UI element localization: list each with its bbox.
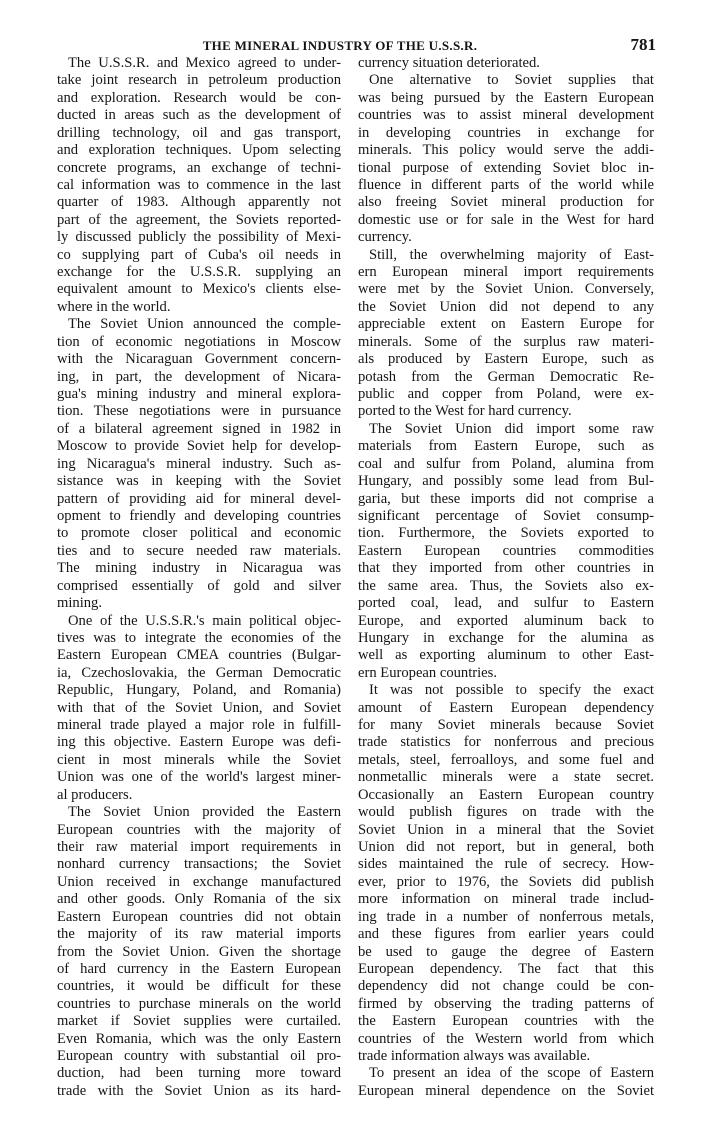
text-line: Still, the overwhelming majority of East-: [369, 246, 654, 263]
text-line: co supplying part of Cuba's oil needs in: [57, 246, 341, 263]
header-title: THE MINERAL INDUSTRY OF THE U.S.S.R.: [202, 38, 478, 53]
text-line: potash from the German Democratic Re-: [358, 368, 654, 385]
text-line: appreciable extent on Eastern Europe for: [358, 316, 654, 333]
text-line: ever, prior to 1976, the Soviets did publish: [358, 873, 654, 890]
text-line: firmed by observing the trading patterns of: [358, 995, 654, 1012]
text-line: of a bilateral agreement signed in 1982 in: [57, 420, 341, 437]
text-line: To present an idea of the scope of Eastern: [369, 1065, 654, 1082]
text-line: the majority of its raw material imports: [57, 926, 341, 943]
text-line: Union was one of the world's largest miner-: [57, 769, 341, 786]
text-line: Union received in exchange manufactured: [57, 873, 341, 890]
text-line: also freeing Soviet mineral production for: [358, 194, 654, 211]
text-line: trade information always was available.: [358, 1048, 591, 1065]
text-line: Hungary, and possibly some lead from Bul-: [358, 473, 654, 490]
text-line: currency.: [358, 229, 412, 246]
text-line: The mining industry in Nicaragua was: [57, 560, 341, 577]
text-line: in developing countries in exchange for: [358, 124, 654, 141]
text-line: the Soviet Union did not depend to any: [358, 298, 654, 315]
paragraph: [358, 421, 654, 682]
text-line: materials from Eastern Europe, such as: [358, 438, 654, 455]
text-line: be used to gauge the degree of Eastern: [358, 943, 654, 960]
text-line: tional purpose of extending Soviet bloc in-: [358, 159, 654, 176]
text-line: ing, in part, the development of Nicara-: [57, 368, 341, 385]
paragraph: [57, 804, 341, 1100]
text-line: European country with substantial oil pro-: [57, 1048, 341, 1065]
paragraph: [358, 1065, 654, 1100]
text-line: ported to the West for hard currency.: [358, 403, 572, 420]
text-line: cal information was to commence in the last: [57, 176, 341, 193]
text-line: Hungary in exchange for the alumina as: [358, 629, 654, 646]
text-line: minerals. Some of the surplus raw materi-: [358, 333, 654, 350]
text-line: public and copper from Poland, were ex-: [358, 386, 654, 403]
text-line: with the Nicaraguan Government concern-: [57, 351, 341, 368]
text-line: It was not possible to specify the exact: [369, 682, 654, 699]
text-line: significant percentage of Soviet consump-: [358, 507, 654, 524]
paragraph: [358, 247, 654, 421]
text-line: European mineral dependence on the Soviet: [358, 1082, 654, 1099]
text-line: where in the world.: [57, 298, 171, 315]
text-line: The Soviet Union announced the comple-: [68, 316, 341, 333]
text-line: currency situation deteriorated.: [358, 55, 540, 71]
text-line: the Eastern European countries with the: [358, 1013, 654, 1030]
text-line: fluence in different parts of the world while: [358, 176, 654, 193]
text-line: tion of economic negotiations in Moscow: [57, 333, 341, 350]
text-line: mineral trade played a major role in fulfill-: [57, 717, 341, 734]
text-line: exchange for the U.S.S.R. supplying an: [57, 264, 341, 281]
text-line: was being pursued by the Eastern European: [358, 89, 654, 106]
paragraph: [358, 55, 654, 72]
text-line: Eastern European countries did not obtain: [57, 908, 341, 925]
text-line: nonhard currency transactions; the Soviet: [57, 856, 341, 873]
text-line: Occasionally an Eastern European country: [358, 786, 654, 803]
text-line: Soviet Union in a mineral that the Soviet: [358, 821, 654, 838]
text-line: Union did not report, but in general, both: [358, 838, 654, 855]
text-line: their raw material import requirements in: [57, 838, 341, 855]
text-line: cient in most minerals while the Soviet: [57, 751, 341, 768]
text-line: One alternative to Soviet supplies that: [369, 72, 654, 89]
text-line: ly discussed publicly the possibility of Mexi-: [57, 229, 341, 246]
text-line: amount of Eastern European dependency: [358, 699, 654, 716]
text-line: pattern of providing aid for mineral devel-: [57, 490, 341, 507]
text-line: and exploration techniques. Upom selecting: [57, 142, 341, 159]
text-line: Europe, and exported aluminum back to: [358, 612, 654, 629]
text-line: were met by the Soviet Union. Conversely,: [358, 281, 654, 298]
text-line: comprised essentially of gold and silver: [57, 577, 341, 594]
text-line: ing Nicaragua's mineral industry. Such as-: [57, 455, 341, 472]
text-line: countries of the Western world from which: [358, 1030, 654, 1047]
text-line: metals, steel, ferroalloys, and some fuel and: [358, 751, 654, 768]
text-line: dependency did not change could be con-: [358, 978, 654, 995]
text-line: Moscow to provide Soviet help for develop-: [57, 438, 341, 455]
text-line: of hard currency in the Eastern European: [57, 960, 341, 977]
text-line: Eastern European CMEA countries (Bulgar-: [57, 647, 341, 664]
text-line: ducted in areas such as the development of: [57, 107, 341, 124]
text-line: tives was to integrate the economies of the: [57, 629, 341, 646]
text-line: gua's mining industry and mineral explora-: [57, 386, 341, 403]
text-line: and other goods. Only Romania of the six: [57, 891, 341, 908]
text-line: coal and sulfur from Poland, alumina from: [358, 455, 654, 472]
text-line: European countries with the majority of: [57, 821, 341, 838]
text-line: domestic use or for sale in the West for hard: [358, 211, 654, 228]
text-line: more information on mineral trade includ-: [358, 891, 654, 908]
text-line: The Soviet Union did import some raw: [369, 420, 654, 437]
text-line: Even Romania, which was the only Eastern: [57, 1030, 341, 1047]
page-number: 781: [630, 35, 656, 54]
text-line: sistance was in keeping with the Soviet: [57, 473, 341, 490]
text-line: market if Soviet supplies were curtailed.: [57, 1013, 341, 1030]
text-line: and these figures from earlier years could: [358, 926, 654, 943]
text-line: well as exporting aluminum to other East-: [358, 647, 654, 664]
text-line: nonmetallic minerals were a state secret.: [358, 769, 654, 786]
text-line: ern European mineral import requirements: [358, 264, 654, 281]
text-line: part of the agreement, the Soviets reported-: [57, 211, 341, 228]
text-line: opment to friendly and developing countries: [57, 507, 341, 524]
text-line: sides maintained the rule of secrecy. How-: [358, 856, 654, 873]
paragraph: [57, 613, 341, 805]
text-column-left: [57, 55, 341, 1100]
text-line: Eastern European countries commodities: [358, 542, 654, 559]
text-line: to promote closer political and economic: [57, 525, 341, 542]
text-line: duction, had been turning more toward: [57, 1065, 341, 1082]
text-line: minerals. This policy would serve the addi-: [358, 142, 654, 159]
text-line: Republic, Hungary, Poland, and Romania): [57, 682, 341, 699]
text-line: concrete programs, an exchange of techni-: [57, 159, 341, 176]
paragraph: [358, 72, 654, 246]
text-line: ported coal, lead, and sulfur to Eastern: [358, 595, 654, 612]
text-line: equivalent amount to Mexico's clients else-: [57, 281, 341, 298]
text-line: take joint research in petroleum production: [57, 72, 341, 89]
paragraph: [358, 682, 654, 1065]
text-line: with that of the Soviet Union, and Soviet: [57, 699, 341, 716]
text-line: from the Soviet Union. Given the shortage: [57, 943, 341, 960]
text-line: tion. These negotiations were in pursuance: [57, 403, 341, 420]
text-line: The U.S.S.R. and Mexico agreed to under-: [68, 55, 341, 71]
text-line: ia, Czechoslovakia, the German Democratic: [57, 664, 341, 681]
text-line: for many Soviet minerals because Soviet: [358, 717, 654, 734]
text-line: ties and to secure needed raw materials.: [57, 542, 341, 559]
text-line: countries, it would be difficult for these: [57, 978, 341, 995]
text-line: tion. Furthermore, the Soviets exported to: [358, 525, 654, 542]
text-line: One of the U.S.S.R.'s main political objec-: [68, 612, 341, 629]
text-line: drilling technology, oil and gas transport,: [57, 124, 341, 141]
text-line: European dependency. The fact that this: [358, 960, 654, 977]
paragraph: [57, 55, 341, 316]
text-line: countries was to assist mineral development: [358, 107, 654, 124]
text-line: ing this objective. Eastern Europe was defi-: [57, 734, 341, 751]
text-line: mining.: [57, 595, 102, 612]
text-line: ern European countries.: [358, 664, 497, 681]
text-line: al producers.: [57, 786, 133, 803]
paragraph: [57, 316, 341, 612]
text-line: trade statistics for nonferrous and precious: [358, 734, 654, 751]
text-line: would publish figures on trade with the: [358, 804, 654, 821]
text-line: trade with the Soviet Union as its hard-: [57, 1082, 341, 1099]
text-line: ing trade in a number of nonferrous metals,: [358, 908, 654, 925]
text-line: the same area. Thus, the Soviets also ex-: [358, 577, 654, 594]
text-line: als produced by Eastern Europe, such as: [358, 351, 654, 368]
text-line: quarter of 1983. Although apparently not: [57, 194, 341, 211]
text-column-right: [358, 55, 654, 1100]
text-line: that they imported from other countries in: [358, 560, 654, 577]
text-line: countries to purchase minerals on the world: [57, 995, 341, 1012]
text-line: and exploration. Research would be con-: [57, 89, 341, 106]
text-line: garia, but these imports did not comprise a: [358, 490, 654, 507]
text-line: The Soviet Union provided the Eastern: [68, 804, 341, 821]
